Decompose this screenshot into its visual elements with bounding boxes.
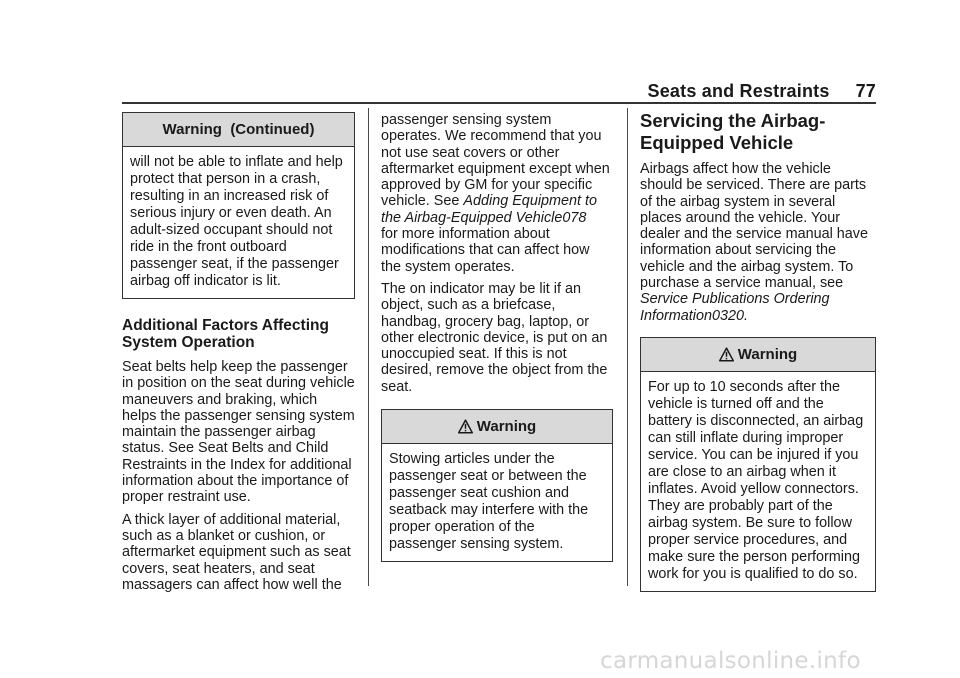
warning-box-text: will not be able to inflate and help protect that person in a crash, resulting in an increased risk of serious injury or even death. An adult-sized occupant should not ride in the front outboard passenger seat, if the passenger airbag off indicator is lit. bbox=[130, 154, 343, 289]
warning-box-text: Stowing articles under the passenger seat or between the passenger seat cushion and seatback may interfere with the proper operation of the passenger sensing system. bbox=[389, 451, 589, 553]
column-right bbox=[640, 110, 876, 592]
warning-title: Warning bbox=[476, 418, 537, 436]
watermark: carmanualsonline.info bbox=[600, 648, 861, 674]
warning-triangle-icon bbox=[719, 341, 734, 374]
para-text: in the Index for additional information about the importance of proper restraint use. bbox=[122, 456, 352, 506]
paragraph-on-indicator: The on indicator may be lit if an object, such as a briefcase, handbag, grocery bag, laptop, or other electronic device, is put on an unoccupied seat. If this is not desired, remove the object from the seat. bbox=[381, 280, 608, 395]
column-middle bbox=[381, 112, 613, 562]
para-text: passenger sensing system operates. We recommend that you not use seat covers or other aftermarket equipment except when approved by GM for your specific vehicle. See bbox=[381, 112, 610, 210]
column-left bbox=[122, 112, 355, 599]
paragraph-airbags-affect bbox=[640, 161, 876, 324]
warning-continued: (Continued) bbox=[230, 121, 315, 138]
page-number: 77 bbox=[855, 81, 876, 101]
para-text: Airbags affect how the vehicle should be serviced. There are parts of the airbag system in several places around the vehicle. Your dealer and the service manual have information about servicing the vehicle and the airbag system. To purchase a service manual, see bbox=[640, 161, 868, 292]
paragraph-seat-belts bbox=[122, 359, 355, 506]
section-heading-additional-factors: Additional Factors Affecting System Operation bbox=[122, 317, 329, 351]
page-arrow-icon: 0 bbox=[562, 209, 571, 226]
header-rule bbox=[122, 102, 876, 104]
paragraph-sensing-system bbox=[381, 112, 613, 275]
page-arrow-icon: 0 bbox=[712, 307, 721, 324]
warning-title: Warning bbox=[737, 345, 798, 363]
warning-box-servicing bbox=[640, 337, 876, 592]
header-title bbox=[648, 81, 877, 102]
paragraph-thick-layer: A thick layer of additional material, such as a blanket or cushion, or aftermarket equipment such as seat covers, seat heaters, and seat massagers can affect how well the bbox=[122, 511, 351, 593]
para-text: . bbox=[744, 307, 749, 324]
warning-box-continued bbox=[122, 112, 355, 299]
column-divider-1 bbox=[368, 108, 369, 586]
link-adding-equipment[interactable]: Adding Equipment to the Airbag-Equipped Vehicle bbox=[381, 193, 598, 226]
section-title: Seats and Restraints bbox=[647, 81, 830, 101]
warning-triangle-icon bbox=[458, 413, 473, 446]
warning-box-text: For up to 10 seconds after the vehicle is turned off and the battery is disconnected, an airbag can still inflate during improper service. You can be injured if you are close to an airbag when it inflates. Avoid yellow connectors. They are probably part of the airbag system. Be sure to follow proper service procedures, and make sure the person performing work for you is qualified to do so. bbox=[648, 378, 864, 582]
column-divider-2 bbox=[627, 108, 628, 586]
section-heading-servicing: Servicing the Airbag-Equipped Vehicle bbox=[640, 110, 826, 153]
para-text: and bbox=[263, 440, 296, 457]
warning-title: Warning bbox=[162, 121, 222, 138]
index-ref-seat-belts: Seat Belts bbox=[198, 440, 264, 457]
warning-box-header bbox=[382, 410, 612, 444]
warning-box-header bbox=[641, 338, 875, 372]
page-ref-320[interactable]: 320 bbox=[720, 307, 745, 324]
link-service-publications[interactable]: Service Publications Ordering Information bbox=[640, 291, 830, 324]
para-text: Seat belts help keep the passenger in position on the seat during vehicle maneuvers and braking, which helps the passenger sensing system maintain the passenger airbag status. See bbox=[122, 359, 355, 457]
para-text: for more information about modifications that can affect how the system operates. bbox=[381, 226, 590, 275]
page-ref-78[interactable]: 78 bbox=[570, 209, 587, 226]
warning-box-header bbox=[123, 113, 354, 147]
index-ref-child-restraints: Child Restraints bbox=[122, 440, 329, 473]
warning-box-stowing bbox=[381, 409, 613, 562]
